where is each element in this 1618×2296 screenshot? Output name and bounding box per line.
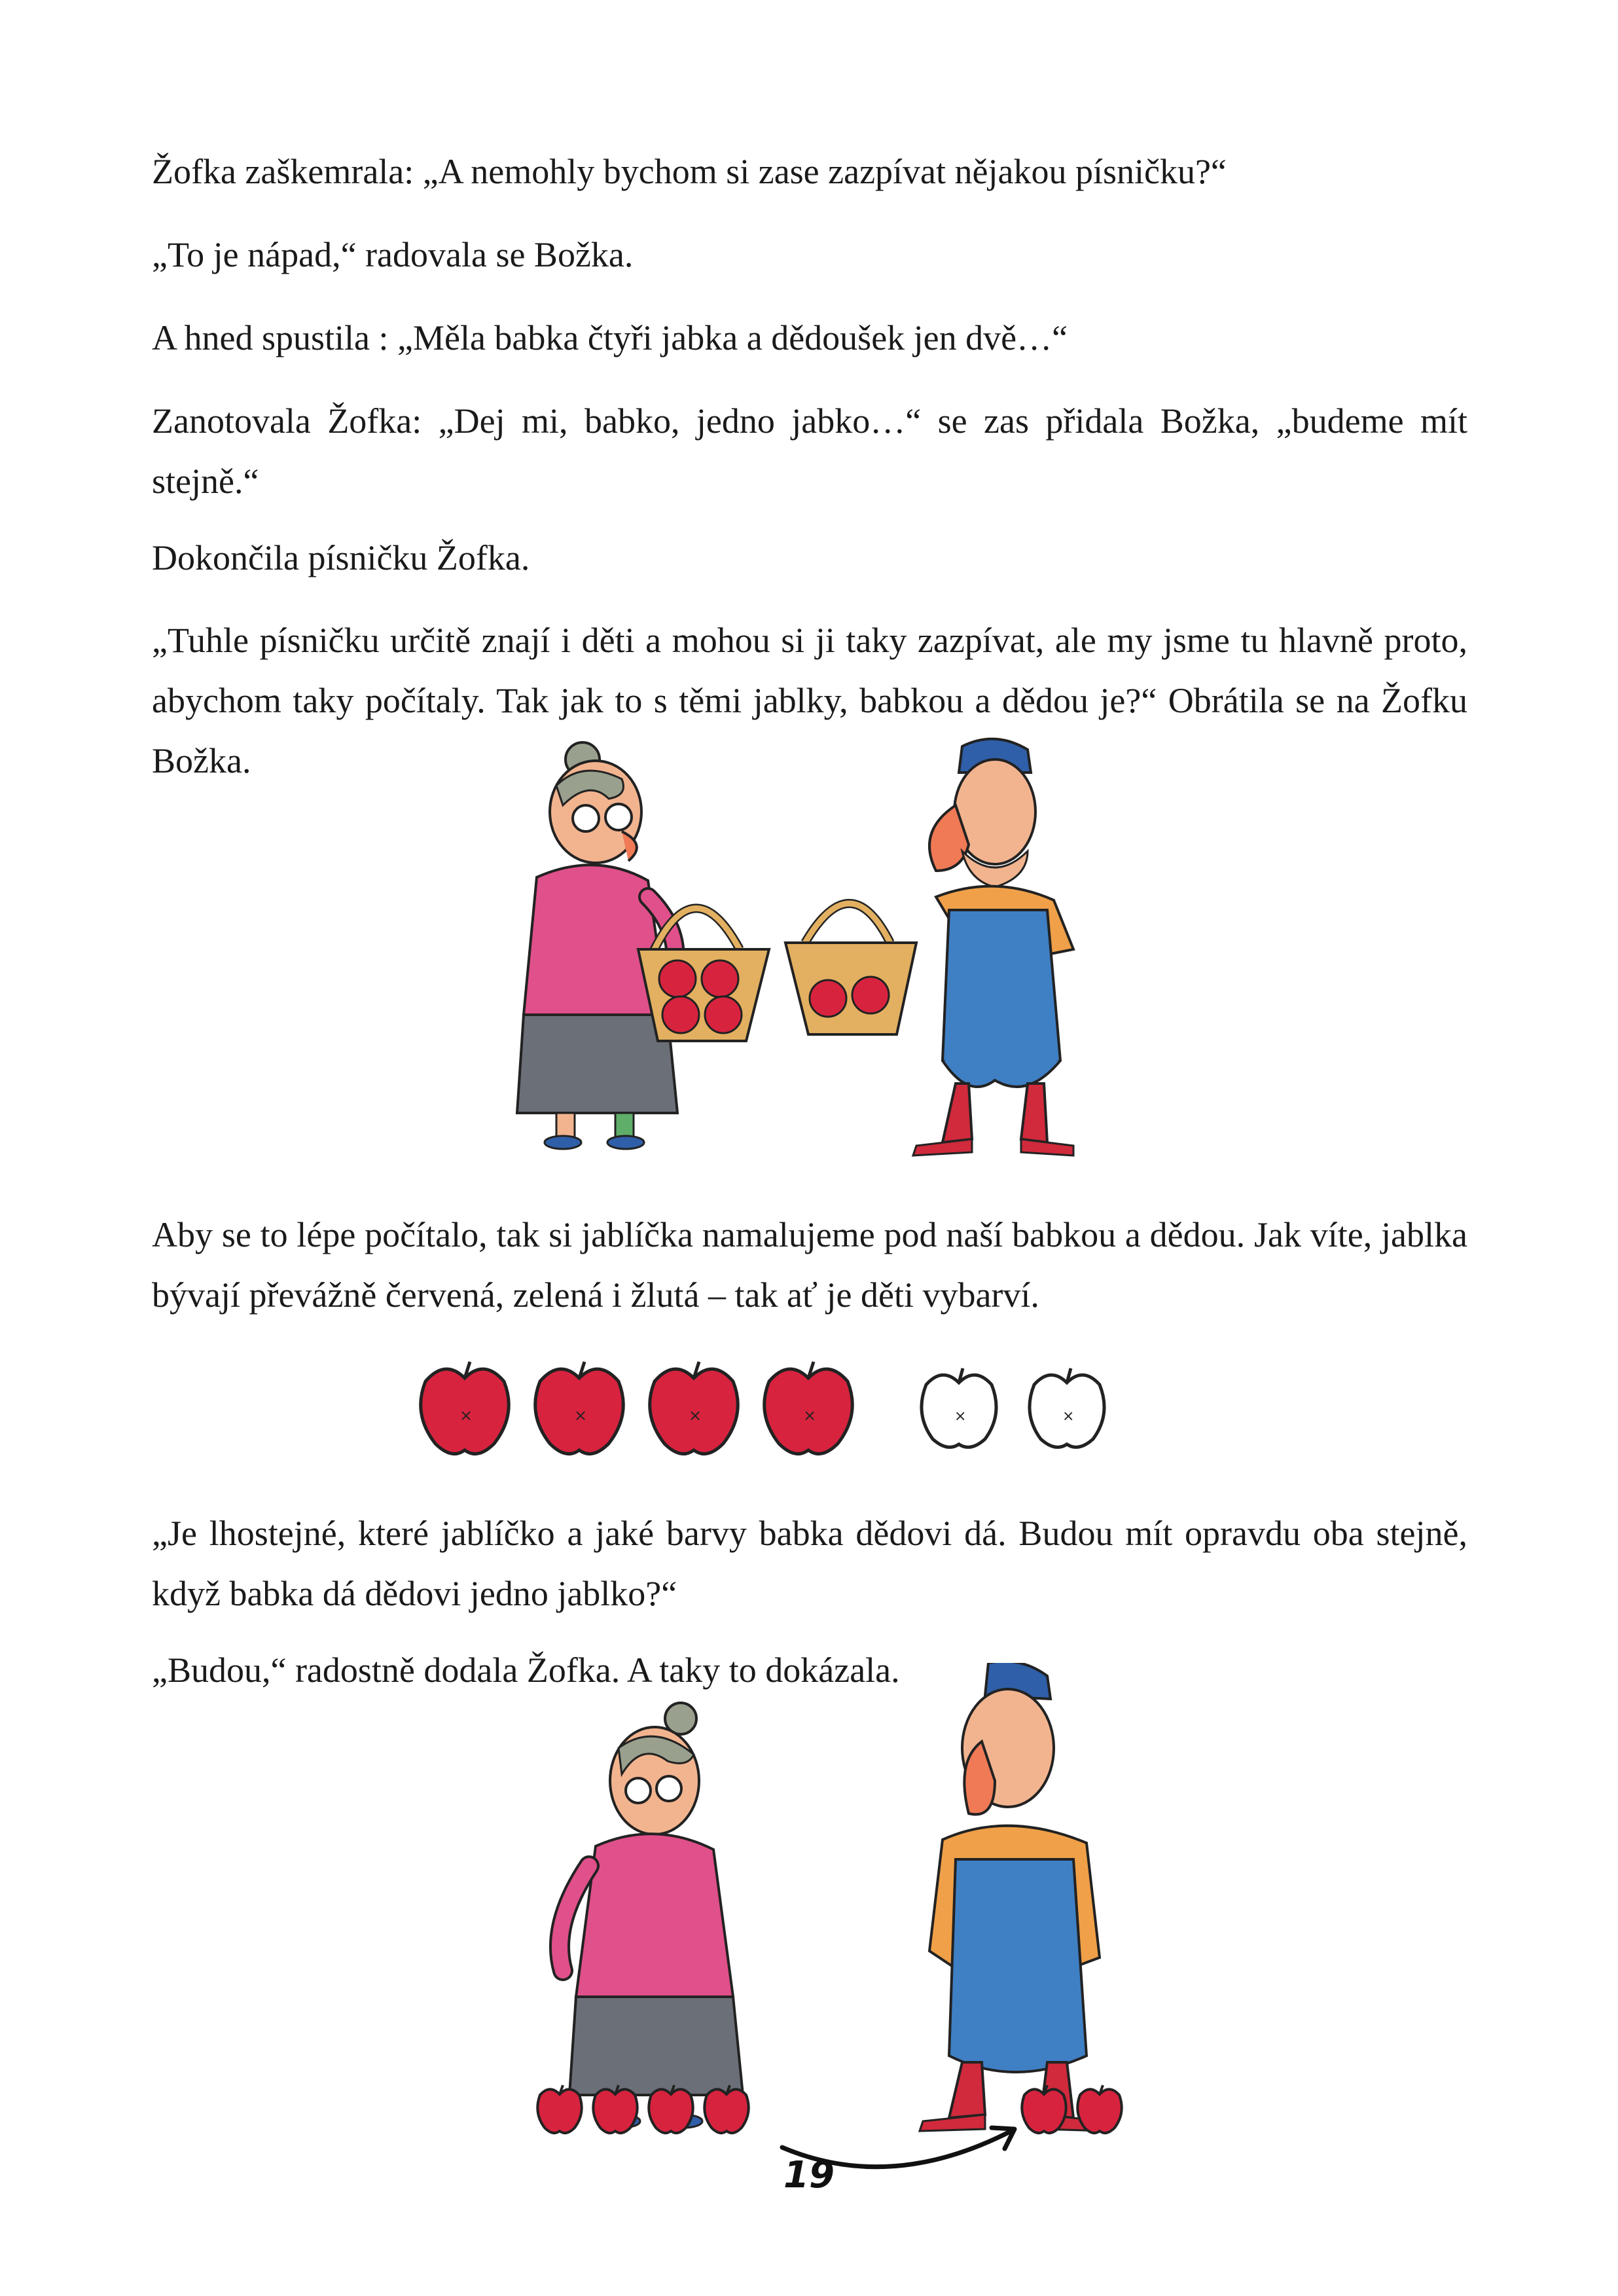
paragraph-9: „Budou,“ radostně dodala Žofka. A taky to dokázala. bbox=[152, 1650, 900, 1690]
ground-apples-row bbox=[524, 2082, 1178, 2187]
paragraph-3: A hned spustila : „Měla babka čtyři jabka a dědoušek jen dvě…“ bbox=[152, 318, 1068, 357]
grandpa-figure-2 bbox=[920, 1663, 1106, 2131]
grandpa-basket bbox=[785, 903, 916, 1034]
svg-text:×: × bbox=[1062, 1408, 1075, 1425]
svg-text:×: × bbox=[803, 1406, 817, 1425]
page-number: 19 bbox=[783, 2154, 835, 2196]
paragraph-1: Žofka zaškemrala: „A nemohly bychom si zase zazpívat nějakou písničku?“ bbox=[152, 152, 1227, 191]
apple-icon bbox=[537, 2085, 581, 2133]
svg-text:×: × bbox=[954, 1408, 967, 1425]
apple-icon bbox=[1022, 2085, 1066, 2133]
grandma-basket bbox=[638, 908, 769, 1041]
paragraph-7: Aby se to lépe počítalo, tak si jablíčka namalujeme pod naší babkou a dědou. Jak víte, jablka bývají převážně červená, zelená i žlutá – tak ať je děti vybarví. bbox=[152, 1215, 1467, 1315]
apple-coloring-row bbox=[406, 1349, 1126, 1467]
grandma-figure-2 bbox=[560, 1703, 743, 2128]
illustration-grandparents-baskets bbox=[511, 733, 1113, 1159]
paragraph-8: „Je lhostejné, které jablíčko a jaké barvy babka dědovi dá. Budou mít opravdu oba stejně, když babka dá dědovi jedno jablko?“ bbox=[152, 1514, 1467, 1613]
svg-text:×: × bbox=[574, 1406, 588, 1425]
outline-apple-icon bbox=[922, 1368, 996, 1448]
paragraph-5: Dokončila písničku Žofka. bbox=[152, 538, 530, 577]
apple-icon bbox=[535, 1362, 624, 1454]
apple-icon bbox=[421, 1362, 509, 1454]
apple-icon bbox=[649, 2085, 692, 2133]
apple-icon bbox=[1077, 2085, 1121, 2133]
apple-icon bbox=[650, 1362, 738, 1454]
paragraph-6: „Tuhle písničku určitě znají i děti a mohou si ji taky zazpívat, ale my jsme tu hlavně proto, abychom taky počítaly. Tak jak to s těmi jablky, babkou a dědou je?“ Obrátila se na Žofku Božka. bbox=[152, 621, 1467, 780]
apple-icon bbox=[704, 2085, 748, 2133]
grandpa-figure bbox=[913, 739, 1073, 1156]
apple-icon bbox=[764, 1362, 853, 1454]
svg-text:×: × bbox=[689, 1406, 702, 1425]
outline-apple-icon bbox=[1030, 1368, 1104, 1448]
paragraph-2: „To je nápad,“ radovala se Božka. bbox=[152, 235, 634, 274]
svg-text:×: × bbox=[459, 1406, 473, 1425]
paragraph-4: Zanotovala Žofka: „Dej mi, babko, jedno jabko…“ se zas přidala Božka, „budeme mít stejně.“ bbox=[152, 401, 1467, 501]
apple-icon bbox=[593, 2085, 637, 2133]
